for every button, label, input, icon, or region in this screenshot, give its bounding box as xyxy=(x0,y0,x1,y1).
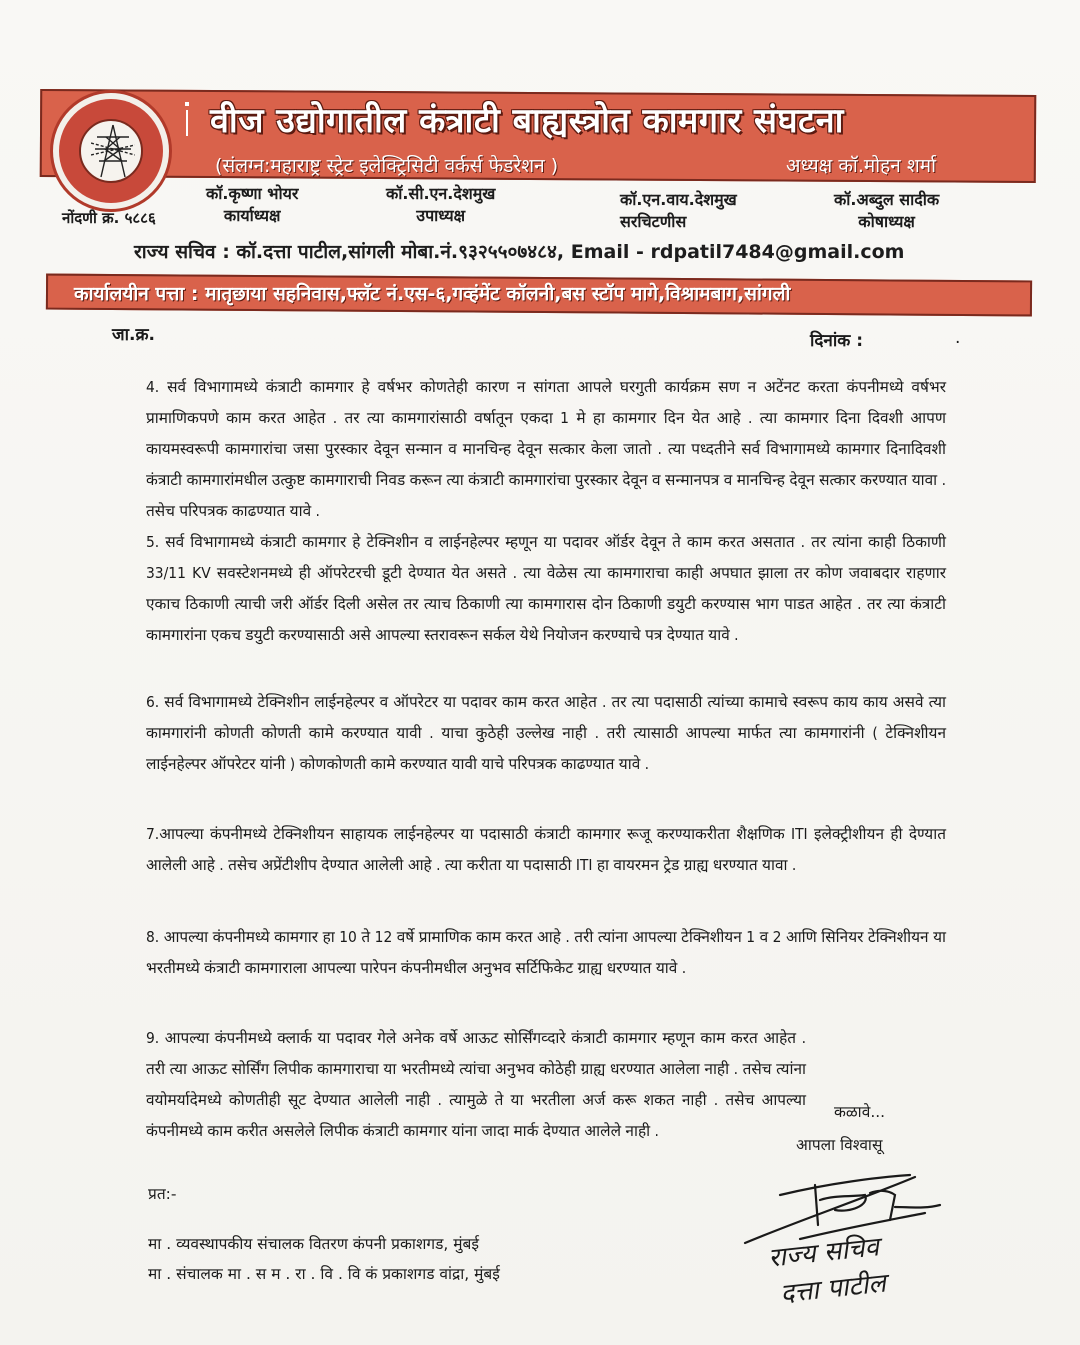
office-address: कार्यालयीन पत्ता : मातृछाया सहनिवास,फ्लॅट नं.एस-६,गव्हंमेंट कॉलनी,बस स्टॉप मागे,विश्रामबाग,सांगली xyxy=(74,283,791,305)
paragraph-5: 5. सर्व विभागामध्ये कंत्राटी कामगार हे टेक्निशीन व लाईनहेल्पर म्हणून या पदावर ऑर्डर देवून ते काम करत असतात . तर त्यांना काही ठिकाणी 33/11 KV सवस्टेशनमध्ये ही ऑपरेटरची डूटी देण्यात येत असते . त्या वेळेस त्या कामगाराचा काही अपघात झाला तर कोण जवाबदार राहणार एकाच ठिकाणी त्याची जरी ऑर्डर दिली असेल तर त्याच ठिकाणी त्या कामगारास दोन ठिकाणी डयुटी करण्यास भाग पाडत आहेत . तर त्या कंत्राटी कामगारांना एकच डयुटी करण्यासाठी असे आपल्या स्तरावरून सर्कल येथे नियोजन करण्याचे पत्र देण्यात यावे . xyxy=(146,533,946,644)
copy-recipient: मा . व्यवस्थापकीय संचालक वितरण कंपनी प्रकाशगड, मुंबई xyxy=(148,1235,480,1253)
officer-treasurer xyxy=(834,189,939,233)
officer-role: कार्याध्यक्ष xyxy=(223,206,281,225)
date-value: . xyxy=(955,328,961,348)
reference-number-label: जा.क्र. xyxy=(112,325,155,345)
officer-role: सरचिटणीस xyxy=(620,212,687,231)
copy-to-label: प्रत:- xyxy=(148,1185,177,1203)
officer-name: कॉ.सी.एन.देशमुख xyxy=(386,184,496,203)
valediction: आपला विश्वासू xyxy=(796,1136,883,1154)
date-label: दिनांक : xyxy=(810,331,864,351)
officer-working-president xyxy=(206,183,298,227)
union-logo xyxy=(50,90,172,212)
affiliation: (संलग्न:महाराष्ट्र स्ट्रेट इलेक्ट्रिसिटी वर्कर्स फेडरेशन ) xyxy=(215,155,559,177)
officer-name: कॉ.अब्दुल सादीक xyxy=(834,190,940,209)
closing: कळावे... xyxy=(834,1103,886,1121)
state-secretary-contact: राज्य सचिव : कॉ.दत्ता पाटील,सांगली मोबा.नं.९३२५५०७४८४, Email - rdpatil7484@gmail.com xyxy=(134,241,905,263)
registration-number: नोंदणी क्र. ५८८६ xyxy=(62,209,156,227)
officer-role: उपाध्यक्ष xyxy=(416,206,466,225)
paragraph-6: 6. सर्व विभागामध्ये टेक्निशीन लाईनहेल्पर व ऑपरेटर या पदावर काम करत आहेत . तर त्या पदासाठी त्यांच्या कामाचे स्वरूप काय काय असवे त्या कामगारांनी कोणती कोणती कामे करण्यात यावी . याचा कुठेही उल्लेख नाही . तरी त्यासाठी आपल्या मार्फत त्या कामगारांनी ( टेक्निशीयन लाईनहेल्पर ऑपरेटर यांनी ) कोणकोणती कामे करण्यात यावी याचे परिपत्रक काढण्यात यावे . xyxy=(146,693,946,773)
signature-title: राज्य सचिव xyxy=(766,1232,881,1274)
signature-name: दत्ता पाटील xyxy=(778,1268,888,1310)
transmission-tower-icon xyxy=(91,123,135,179)
organization-name: वीज उद्योगातील कंत्राटी बाह्यस्त्रोत कामगार संघटना xyxy=(210,101,844,141)
copy-recipient: मा . संचालक मा . स म . रा . वि . वि कं प्रकाशगड वांद्रा, मुंबई xyxy=(148,1265,500,1283)
paragraph-9: 9. आपल्या कंपनीमध्ये क्लार्क या पदावर गेले अनेक वर्षे आऊट सोर्सिंगव्दारे कंत्राटी कामगार म्हणून काम करत आहेत . तरी त्या आऊट सोर्सिंग लिपीक कामगाराचा या भरतीमध्ये त्यांचा अनुभव कोठेही ग्राह्य धरण्यात आलेला नाही . तसेच त्यांना वयोमर्यादेमध्ये कोणतीही सूट देण्यात आलेली नाही . त्यामुळे ते या भरतीला अर्ज करू शकत नाही . तसेच आपल्या कंपनीमध्ये काम करीत असलेले लिपीक कंत्राटी कामगार यांना जादा मार्क देण्यात आलेले नाही . xyxy=(146,1029,806,1140)
president: अध्यक्ष कॉ.मोहन शर्मा xyxy=(786,155,937,177)
banner-separator-dot xyxy=(185,102,189,106)
officer-name: कॉ.कृष्णा भोयर xyxy=(206,184,299,203)
banner-separator xyxy=(186,110,191,136)
signature xyxy=(740,1165,1000,1310)
paragraph-7: 7.आपल्या कंपनीमध्ये टेक्निशीयन साहायक लाईनहेल्पर या पदासाठी कंत्राटी कामगार रूजू करण्याकरीता शैक्षणिक ITI इलेक्ट्रीशीयन ही देण्यात आलेली आहे . तसेच अप्रेंटीशीप देण्यात आलेली आहे . त्या करीता या पदासाठी ITI हा वायरमन ट्रेड ग्राह्य धरण्यात यावा . xyxy=(146,825,946,874)
paragraph-4: 4. सर्व विभागामध्ये कंत्राटी कामगार हे वर्षभर कोणतेही कारण न सांगता आपले घरगुती कार्यक्रम सण न अटेंनट करता कंपनीमध्ये वर्षभर प्रामाणिकपणे काम करत आहेत . तर त्या कामगारांसाठी वर्षातून एकदा 1 मे हा कामगार दिन येत आहे . त्या कामगार दिना दिवशी आपण कायमस्वरूपी कामगारांचा जसा पुरस्कार देवून सन्मान व मानचिन्ह देवून सत्कार केला जातो . त्या पध्दतीने सर्व विभागामध्ये कामगार दिनादिवशी कंत्राटी कामगारांमधील उत्कुष्ट कामगाराची निवड करून त्या कंत्राटी कामगारांचा पुरस्कार देवून व सन्मानपत्र व मानचिन्ह देवून सत्कार करण्यात यावा . तसेच परिपत्रक काढण्यात यावे . xyxy=(146,378,946,520)
officer-role: कोषाध्यक्ष xyxy=(858,212,915,231)
officer-vice-president xyxy=(386,183,495,227)
paragraph-8: 8. आपल्या कंपनीमध्ये कामगार हा 10 ते 12 वर्षे प्रामाणिक काम करत आहे . तरी त्यांना आपल्या टेक्निशीयन 1 व 2 आणि सिनियर टेक्निशीयन या भरतीमध्ये कंत्राटी कामगाराला आपल्या पारेपन कंपनीमधील अनुभव सर्टिफिकेट ग्राह्य धरण्यात यावे . xyxy=(146,928,946,977)
officer-general-secretary xyxy=(620,189,737,233)
officer-name: कॉ.एन.वाय.देशमुख xyxy=(620,190,737,209)
